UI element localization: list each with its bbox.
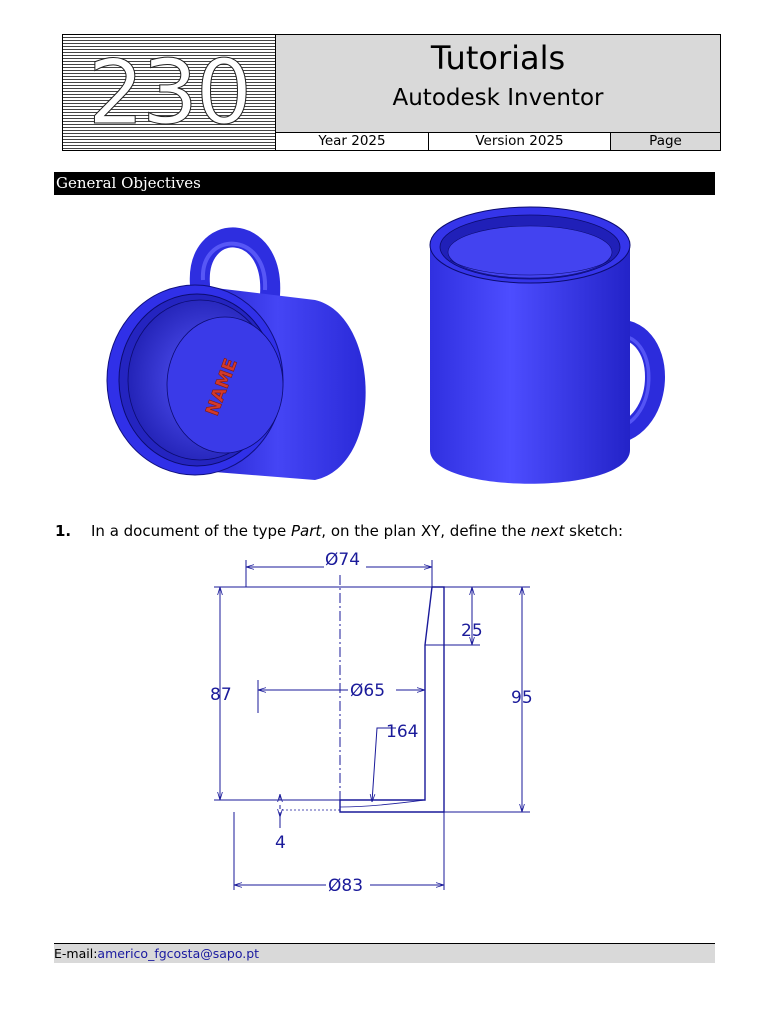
header-version: Version 2025 [429,133,611,150]
step-number: 1. [55,522,72,540]
header-year: Year 2025 [276,133,429,150]
mug-front-image [100,225,380,495]
step-text-3: sketch: [564,522,624,540]
dim-diameter-65: Ø65 [350,681,386,701]
dim-diameter-74: Ø74 [325,550,361,570]
footer-email-link[interactable]: americo_fgcosta@sapo.pt [97,946,260,961]
header-subtitle: Autodesk Inventor [392,85,604,111]
tutorial-header [62,34,721,151]
header-info-row [276,133,720,150]
footer [54,943,715,963]
header-page: Page [611,133,720,150]
step-part: Part [291,522,322,540]
title-box [276,35,720,133]
dim-95: 95 [511,688,533,708]
dim-164: 164 [386,722,419,742]
step-text-1: In a document of the type [91,522,291,540]
dim-87: 87 [210,685,232,705]
profile-sketch [200,545,560,905]
tutorial-number: 230 [88,41,250,144]
mug-engraving-text: NAME [201,355,242,419]
header-title: Tutorials [430,39,566,77]
step-text-2: , on the plan XY, define the [321,522,531,540]
tutorial-number-box [63,35,276,150]
section-title: General Objectives [54,172,715,195]
dim-diameter-83: Ø83 [328,876,364,896]
dim-4: 4 [275,833,286,853]
footer-label: E-mail: [54,946,98,961]
step-next: next [530,522,565,540]
mug-side-image [420,200,670,490]
dim-25: 25 [461,621,483,641]
step-1 [55,521,623,541]
